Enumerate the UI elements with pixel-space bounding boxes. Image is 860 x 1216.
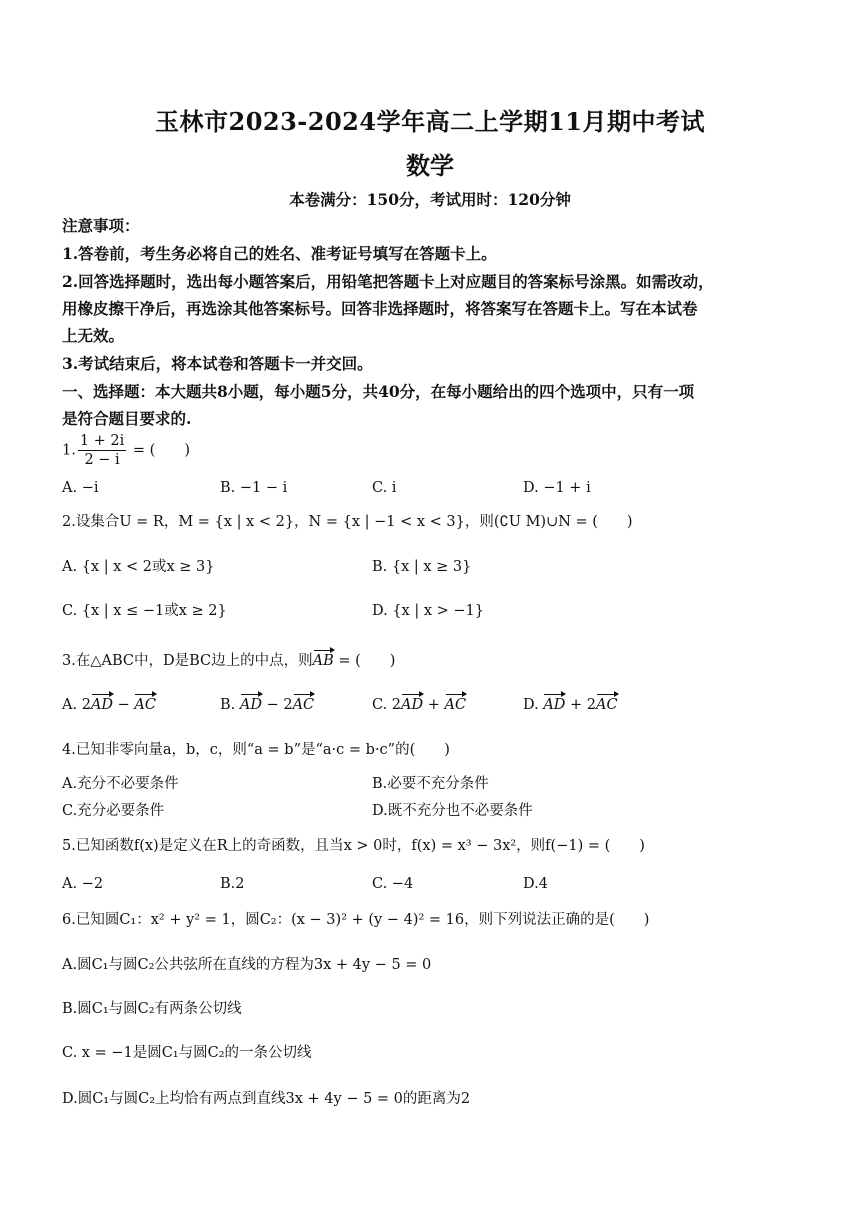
question-1-suffix: = ( )	[128, 442, 190, 459]
q4-option-a: A.充分不必要条件	[62, 776, 179, 792]
subject-title: 数学	[406, 151, 454, 180]
question-4: 4.已知非零向量a，b，c，则“a = b”是“a·c = b·c”的( )	[62, 742, 450, 758]
q1-option-b: B. −1 − i	[220, 480, 288, 496]
vector-ac: AC	[292, 697, 315, 713]
note-1: 1.答卷前，考生务必将自己的姓名、准考证号填写在答题卡上。	[62, 244, 497, 263]
question-5: 5.已知函数f(x)是定义在R上的奇函数，且当x > 0时，f(x) = x³ − 3x²，则f(−1) = ( )	[62, 838, 645, 854]
question-1	[62, 432, 802, 469]
operator: + 2	[565, 697, 597, 713]
question-2: 2.设集合U = R，M = {x | x < 2}，N = {x | −1 < x < 3}，则(∁U M)∪N = ( )	[62, 514, 633, 530]
option-label: C.	[372, 697, 392, 713]
option-label: D.	[523, 697, 544, 713]
q1-option-c: C. i	[372, 480, 397, 496]
vector-ad: AD	[543, 697, 566, 713]
q6-option-d: D.圆C₁与圆C₂上均恰有两点到直线3x + 4y − 5 = 0的距离为2	[62, 1091, 471, 1107]
fraction-numerator: 1 + 2i	[79, 433, 125, 449]
option-label: A.	[62, 697, 82, 713]
q3-option-a	[62, 695, 156, 715]
q4-option-b: B.必要不充分条件	[372, 776, 489, 792]
note-2-line-2: 用橡皮擦干净后，再选涂其他答案标号。回答非选择题时，将答案写在答题卡上。写在本试卷	[62, 299, 698, 318]
question-1-number: 1.	[62, 442, 76, 459]
q1-option-d: D. −1 + i	[523, 480, 591, 496]
note-2-line-3: 上无效。	[62, 326, 125, 345]
operator: +	[423, 697, 445, 713]
question-3-stem: 3.在△ABC中，D是BC边上的中点，则	[62, 653, 313, 669]
vector-ac: AC	[596, 697, 618, 713]
q6-option-a: A.圆C₁与圆C₂公共弦所在直线的方程为3x + 4y − 5 = 0	[62, 957, 432, 973]
coefficient: 2	[391, 697, 402, 713]
note-2-line-1: 2.回答选择题时，选出每小题答案后，用铅笔把答题卡上对应题目的答案标号涂黑。如需改动，	[62, 272, 714, 291]
coefficient: 2	[81, 697, 91, 713]
q3-option-b	[220, 695, 314, 715]
q4-option-d: D.既不充分也不必要条件	[372, 803, 533, 819]
q5-option-c: C. −4	[372, 876, 414, 892]
q6-option-b: B.圆C₁与圆C₂有两条公切线	[62, 1001, 242, 1017]
option-label: B.	[220, 697, 240, 713]
q4-option-c: C.充分必要条件	[62, 803, 165, 819]
question-3-suffix: = ( )	[333, 653, 396, 669]
operator: − 2	[261, 697, 293, 713]
q5-option-d: D.4	[523, 876, 548, 892]
question-1-fraction	[78, 432, 126, 469]
q3-option-c	[372, 695, 466, 715]
vector-ab: AB	[312, 653, 334, 669]
vector-ac: AC	[134, 697, 156, 713]
vector-ac: AC	[444, 697, 467, 713]
q1-option-a: A. −i	[62, 480, 99, 496]
section-heading-line-2: 是符合题目要求的.	[62, 409, 192, 428]
vector-ad: AD	[90, 697, 114, 713]
q5-option-b: B.2	[220, 876, 245, 892]
section-heading-line-1: 一、选择题：本大题共8小题，每小题5分，共40分，在每小题给出的四个选项中，只有一项	[62, 382, 695, 401]
fraction-denominator: 2 − i	[84, 452, 120, 468]
note-3: 3.考试结束后，将本试卷和答题卡一并交回。	[62, 354, 373, 373]
operator: −	[113, 697, 135, 713]
q2-option-a: A. {x | x < 2或x ≥ 3}	[62, 559, 215, 575]
q2-option-d: D. {x | x > −1}	[372, 603, 484, 619]
question-3	[62, 651, 802, 671]
vector-ad: AD	[401, 697, 424, 713]
q2-option-b: B. {x | x ≥ 3}	[372, 559, 472, 575]
q6-option-c: C. x = −1是圆C₁与圆C₂的一条公切线	[62, 1045, 312, 1061]
q2-option-c: C. {x | x ≤ −1或x ≥ 2}	[62, 603, 227, 619]
q3-option-d	[523, 695, 618, 715]
notes-heading: 注意事项：	[62, 216, 140, 235]
exam-title: 玉林市2023-2024学年高二上学期11月期中考试	[155, 107, 705, 136]
vector-ad: AD	[239, 697, 262, 713]
question-6: 6.已知圆C₁：x² + y² = 1，圆C₂：(x − 3)² + (y − 4)² = 16，则下列说法正确的是( )	[62, 912, 650, 928]
exam-info: 本卷满分：150分，考试用时：120分钟	[289, 190, 571, 209]
q5-option-a: A. −2	[62, 876, 104, 892]
